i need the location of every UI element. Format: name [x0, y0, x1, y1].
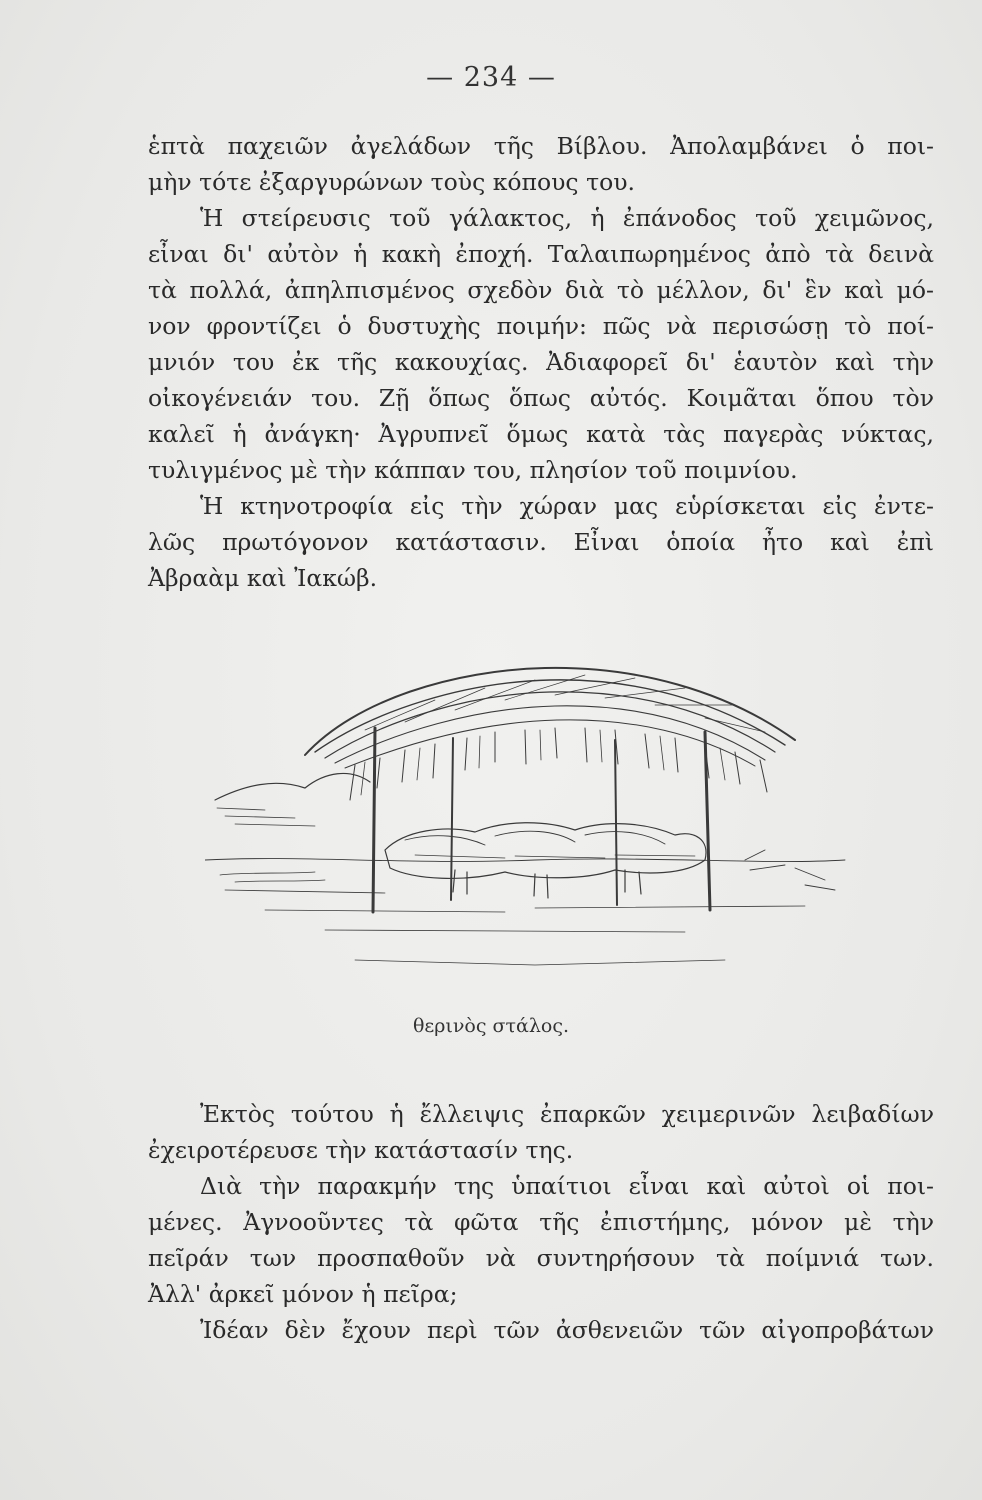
figure-caption: θερινὸς στάλος. — [412, 1015, 570, 1037]
shelter-illustration — [205, 660, 855, 990]
text-line: Ἀλλ' ἀρκεῖ μόνον ἡ πεῖρα; — [148, 1280, 458, 1308]
text-line: μὴν τότε ἐξαργυρώνων τοὺς κόπους του. — [148, 168, 635, 196]
text-block-bottom — [148, 1096, 934, 1348]
summer-sheep-shelter-icon — [205, 660, 855, 990]
text-line: Διὰ τὴν παρακμήν της ὑπαίτιοι εἶναι καὶ αὐτοὶ οἱ ποι- — [200, 1172, 934, 1200]
text-block-top — [148, 128, 934, 596]
text-line: Ἡ κτηνοτροφία εἰς τὴν χώραν μας εὑρίσκεται εἰς ἐντε- — [200, 492, 934, 520]
text-line: μνιόν του ἐκ τῆς κακουχίας. Ἀδιαφορεῖ δι' ἑαυτὸν καὶ τὴν — [148, 348, 934, 376]
text-line: ἑπτὰ παχειῶν ἀγελάδων τῆς Βίβλου. Ἀπολαμβάνει ὁ ποι- — [148, 132, 934, 160]
text-line: τυλιγμένος μὲ τὴν κάππαν του, πλησίον τοῦ ποιμνίου. — [148, 456, 798, 484]
text-line: Ἡ στείρευσις τοῦ γάλακτος, ἡ ἐπάνοδος τοῦ χειμῶνος, — [200, 204, 934, 232]
text-line: νον φροντίζει ὁ δυστυχὴς ποιμήν: πῶς νὰ περισώσῃ τὸ ποί- — [148, 312, 934, 340]
text-line: ἐχειροτέρευσε τὴν κατάστασίν της. — [148, 1136, 574, 1164]
text-line: εἶναι δι' αὐτὸν ἡ κακὴ ἐποχή. Ταλαιπωρημένος ἀπὸ τὰ δεινὰ — [148, 240, 934, 268]
text-line: οἰκογένειάν του. Ζῇ ὅπως ὅπως αὐτός. Κοιμᾶται ὅπου τὸν — [148, 384, 934, 412]
text-line: πεῖράν των προσπαθοῦν νὰ συντηρήσουν τὰ ποίμνιά των. — [148, 1244, 934, 1272]
text-line: Ἐκτὸς τούτου ἡ ἔλλειψις ἐπαρκῶν χειμερινῶν λειβαδίων — [200, 1100, 934, 1128]
text-line: τὰ πολλά, ἀπηλπισμένος σχεδὸν διὰ τὸ μέλλον, δι' ἓν καὶ μό- — [148, 276, 934, 304]
text-line: λῶς πρωτόγονον κατάστασιν. Εἶναι ὁποία ἦτο καὶ ἐπὶ — [148, 528, 934, 556]
page-number: — 234 — — [426, 62, 556, 93]
text-line: καλεῖ ἡ ἀνάγκη· Ἀγρυπνεῖ ὅμως κατὰ τὰς παγερὰς νύκτας, — [148, 420, 934, 448]
text-line: Ἀβραὰμ καὶ Ἰακώβ. — [148, 564, 378, 592]
text-line: μένες. Ἀγνοοῦντες τὰ φῶτα τῆς ἐπιστήμης, μόνον μὲ τὴν — [148, 1208, 934, 1236]
text-line: Ἰδέαν δὲν ἔχουν περὶ τῶν ἀσθενειῶν τῶν αἰγοπροβάτων — [200, 1316, 934, 1344]
